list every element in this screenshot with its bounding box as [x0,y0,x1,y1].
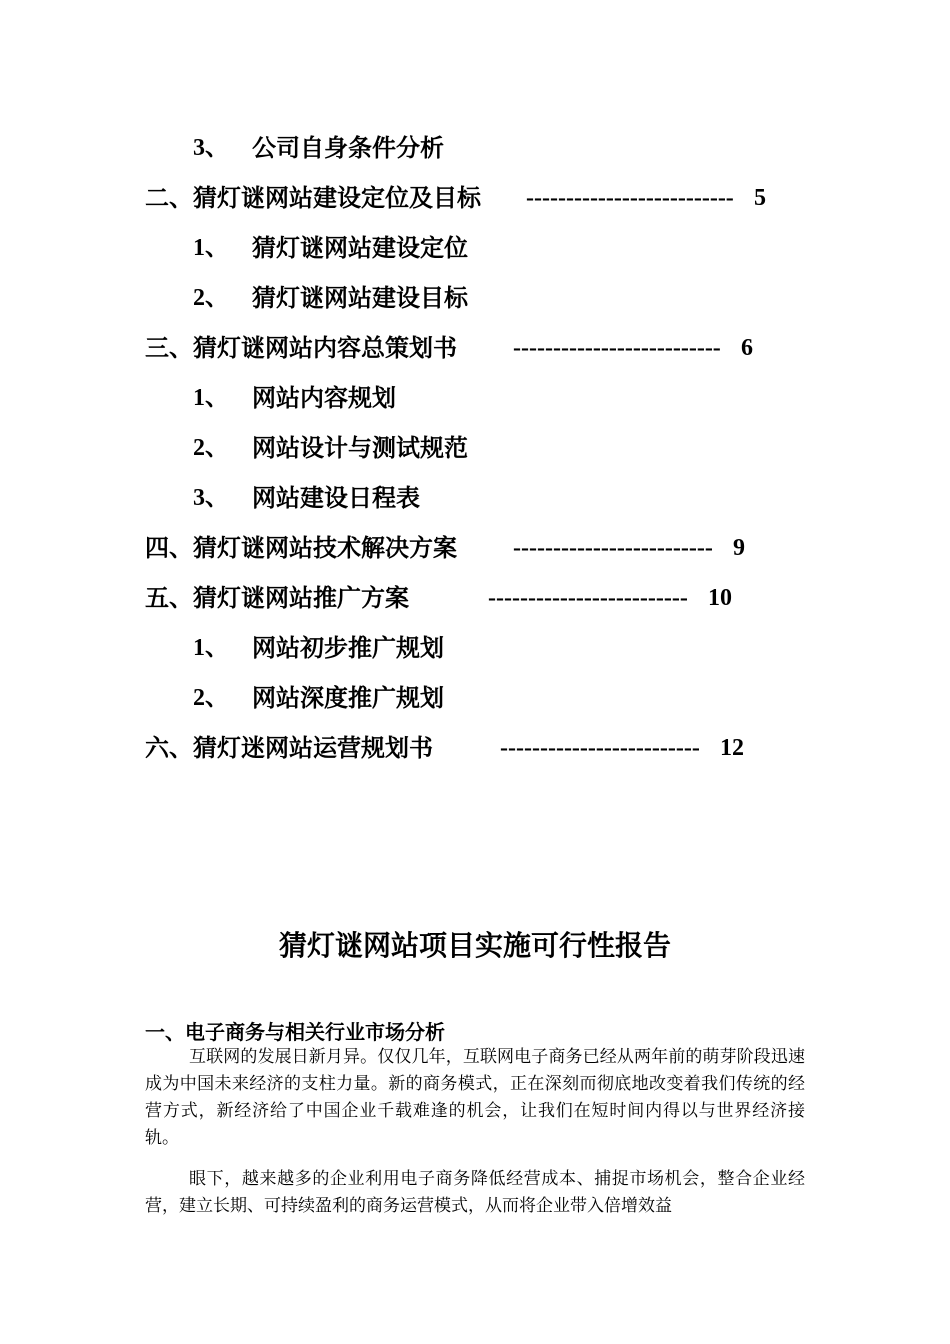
toc-entry-number: 1、 [193,235,229,261]
toc-entry-text: 六、猜灯迷网站运营规划书 [145,733,433,762]
toc-entry-page: 10 [708,585,732,611]
toc-entry-leader: -------------------------- [526,185,734,211]
toc-entry-number: 2、 [193,285,229,311]
toc-entry-number: 2、 [193,435,229,461]
toc-entry-number: 1、 [193,635,229,661]
toc-entry-text: 四、猜灯谜网站技术解决方案 [145,533,457,562]
toc-entry-page: 6 [741,335,753,361]
toc-entry-number: 2、 [193,685,229,711]
toc-entry-text: 网站深度推广规划 [252,683,444,712]
body-paragraph-1: 互联网的发展日新月异。仅仅几年，互联网电子商务已经从两年前的萌芽阶段迅速成为中国未来经济的支柱力量。新的商务模式，正在深刻而彻底地改变着我们传统的经营方式，新经济给了中国企业千载难逢的机会，让我们在短时间内得以与世界经济接轨。 [145,1047,805,1148]
toc-entry-text: 公司自身条件分析 [252,133,444,162]
section-heading: 一、电子商务与相关行业市场分析 [145,1020,445,1044]
toc-entry-text: 网站建设日程表 [252,483,420,512]
toc-entry-number: 1、 [193,385,229,411]
toc-entry-text: 网站内容规划 [252,383,396,412]
toc-entry-number: 3、 [193,485,229,511]
toc-entry-text: 网站设计与测试规范 [252,433,468,462]
toc-entry-leader: -------------------------- [513,335,721,361]
toc-entry-number: 3、 [193,135,229,161]
toc-entry-page: 5 [754,185,766,211]
toc-entry-leader: ------------------------- [513,535,713,561]
toc-entry-text: 三、猜灯谜网站内容总策划书 [145,333,457,362]
toc-entry-leader: ------------------------- [500,735,700,761]
toc-entry-text: 网站初步推广规划 [252,633,444,662]
toc-entry-leader: ------------------------- [488,585,688,611]
toc-entry-page: 9 [733,535,745,561]
toc-entry-text: 猜灯谜网站建设定位 [252,233,468,262]
toc-entry-page: 12 [720,735,744,761]
toc-entry-text: 五、猜灯谜网站推广方案 [145,583,409,612]
body-paragraph-2: 眼下，越来越多的企业利用电子商务降低经营成本、捕捉市场机会，整合企业经营，建立长期、可持续盈利的商务运营模式，从而将企业带入倍增效益 [145,1169,805,1216]
toc-entry-text: 猜灯谜网站建设目标 [252,283,468,312]
toc-entry-text: 二、猜灯谜网站建设定位及目标 [145,183,481,212]
report-title: 猜灯谜网站项目实施可行性报告 [278,929,671,962]
